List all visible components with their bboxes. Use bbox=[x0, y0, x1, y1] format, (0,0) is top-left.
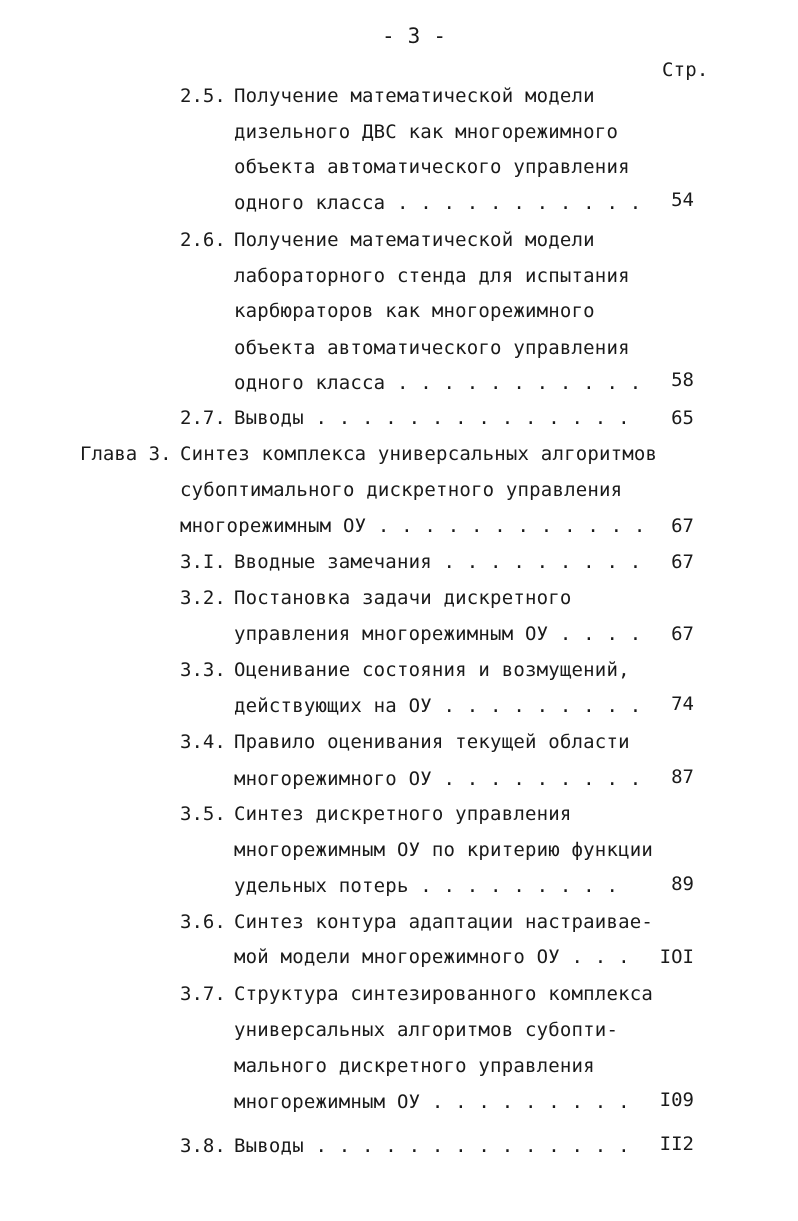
toc-entry-line: Выводы . . . . . . . . . . . . . . bbox=[234, 1135, 630, 1157]
toc-entry-line: одного класса . . . . . . . . . . . bbox=[234, 192, 642, 214]
toc-entry-line: Синтез дискретного управления bbox=[234, 803, 572, 825]
toc-entry-number: 3.2. bbox=[180, 587, 226, 609]
toc-entry-line: лабораторного стенда для испытания bbox=[234, 265, 630, 287]
toc-entry-line: Оценивание состояния и возмущений, bbox=[234, 659, 630, 681]
toc-entry-number: 2.7. bbox=[180, 407, 226, 429]
toc-entry-page: 65 bbox=[671, 407, 694, 429]
toc-entry-line: универсальных алгоритмов субопти- bbox=[234, 1019, 619, 1041]
toc-entry-line: многорежимным ОУ по критерию функции bbox=[234, 839, 654, 861]
toc-entry-page: I09 bbox=[659, 1089, 694, 1111]
toc-entry-line: Постановка задачи дискретного bbox=[234, 587, 572, 609]
toc-entry-line: Синтез контура адаптации настраивае- bbox=[234, 911, 654, 933]
toc-entry-number: 3.5. bbox=[180, 803, 226, 825]
toc-entry-page: II2 bbox=[659, 1133, 694, 1155]
toc-entry-page: 54 bbox=[671, 189, 694, 211]
toc-entry-line: Структура синтезированного комплекса bbox=[234, 983, 654, 1005]
toc-entry-number: 2.5. bbox=[180, 85, 226, 107]
toc-entry-line: многорежимным ОУ . . . . . . . . . . . . bbox=[180, 515, 646, 537]
toc-entry-number: 2.6. bbox=[180, 229, 226, 251]
toc-entry-page: 67 bbox=[671, 551, 694, 573]
toc-entry-number: 3.6. bbox=[180, 911, 226, 933]
toc-entry-page: IOI bbox=[659, 946, 694, 968]
toc-entry-number: 3.3. bbox=[180, 659, 226, 681]
toc-entry-line: мой модели многорежимного ОУ . . . bbox=[234, 946, 630, 968]
page-number: - 3 - bbox=[382, 24, 447, 48]
toc-entry-page: 67 bbox=[671, 623, 694, 645]
toc-entry-line: Получение математической модели bbox=[234, 85, 595, 107]
toc-entry-line: субоптимального дискретного управления bbox=[180, 479, 623, 501]
toc-entry-line: многорежимным ОУ . . . . . . . . . bbox=[234, 1091, 630, 1113]
toc-entry-page: 74 bbox=[671, 693, 694, 715]
toc-entry-page: 58 bbox=[671, 369, 694, 391]
toc-entry-line: Выводы . . . . . . . . . . . . . . bbox=[234, 407, 630, 429]
toc-entry-number: 3.8. bbox=[180, 1135, 226, 1157]
toc-entry-number: 3.7. bbox=[180, 983, 226, 1005]
page-column-label: Стр. bbox=[662, 59, 709, 81]
toc-entry-page: 67 bbox=[671, 515, 694, 537]
toc-entry-line: объекта автоматического управления bbox=[234, 337, 630, 359]
toc-entry-line: многорежимного ОУ . . . . . . . . . bbox=[234, 768, 642, 790]
toc-entry-number: 3.I. bbox=[180, 551, 226, 573]
toc-entry-line: Вводные замечания . . . . . . . . . bbox=[234, 551, 642, 573]
toc-entry-number: 3.4. bbox=[180, 731, 226, 753]
toc-entry-line: удельных потерь . . . . . . . . . bbox=[234, 875, 619, 897]
toc-entry-page: 89 bbox=[671, 873, 694, 895]
toc-entry-line: объекта автоматического управления bbox=[234, 156, 630, 178]
toc-entry-line: Синтез комплекса универсальных алгоритмов bbox=[180, 443, 658, 465]
toc-entry-line: мального дискретного управления bbox=[234, 1055, 595, 1077]
chapter-number: Глава 3. bbox=[80, 443, 172, 465]
toc-entry-page: 87 bbox=[671, 766, 694, 788]
toc-entry-line: Правило оценивания текущей области bbox=[234, 731, 630, 753]
toc-entry-line: карбюраторов как многорежимного bbox=[234, 300, 595, 322]
toc-entry-line: действующих на ОУ . . . . . . . . . bbox=[234, 695, 642, 717]
toc-entry-line: дизельного ДВС как многорежимного bbox=[234, 121, 619, 143]
toc-entry-line: управления многорежимным ОУ . . . . bbox=[234, 623, 642, 645]
toc-entry-line: Получение математической модели bbox=[234, 229, 595, 251]
toc-entry-line: одного класса . . . . . . . . . . . bbox=[234, 372, 642, 394]
